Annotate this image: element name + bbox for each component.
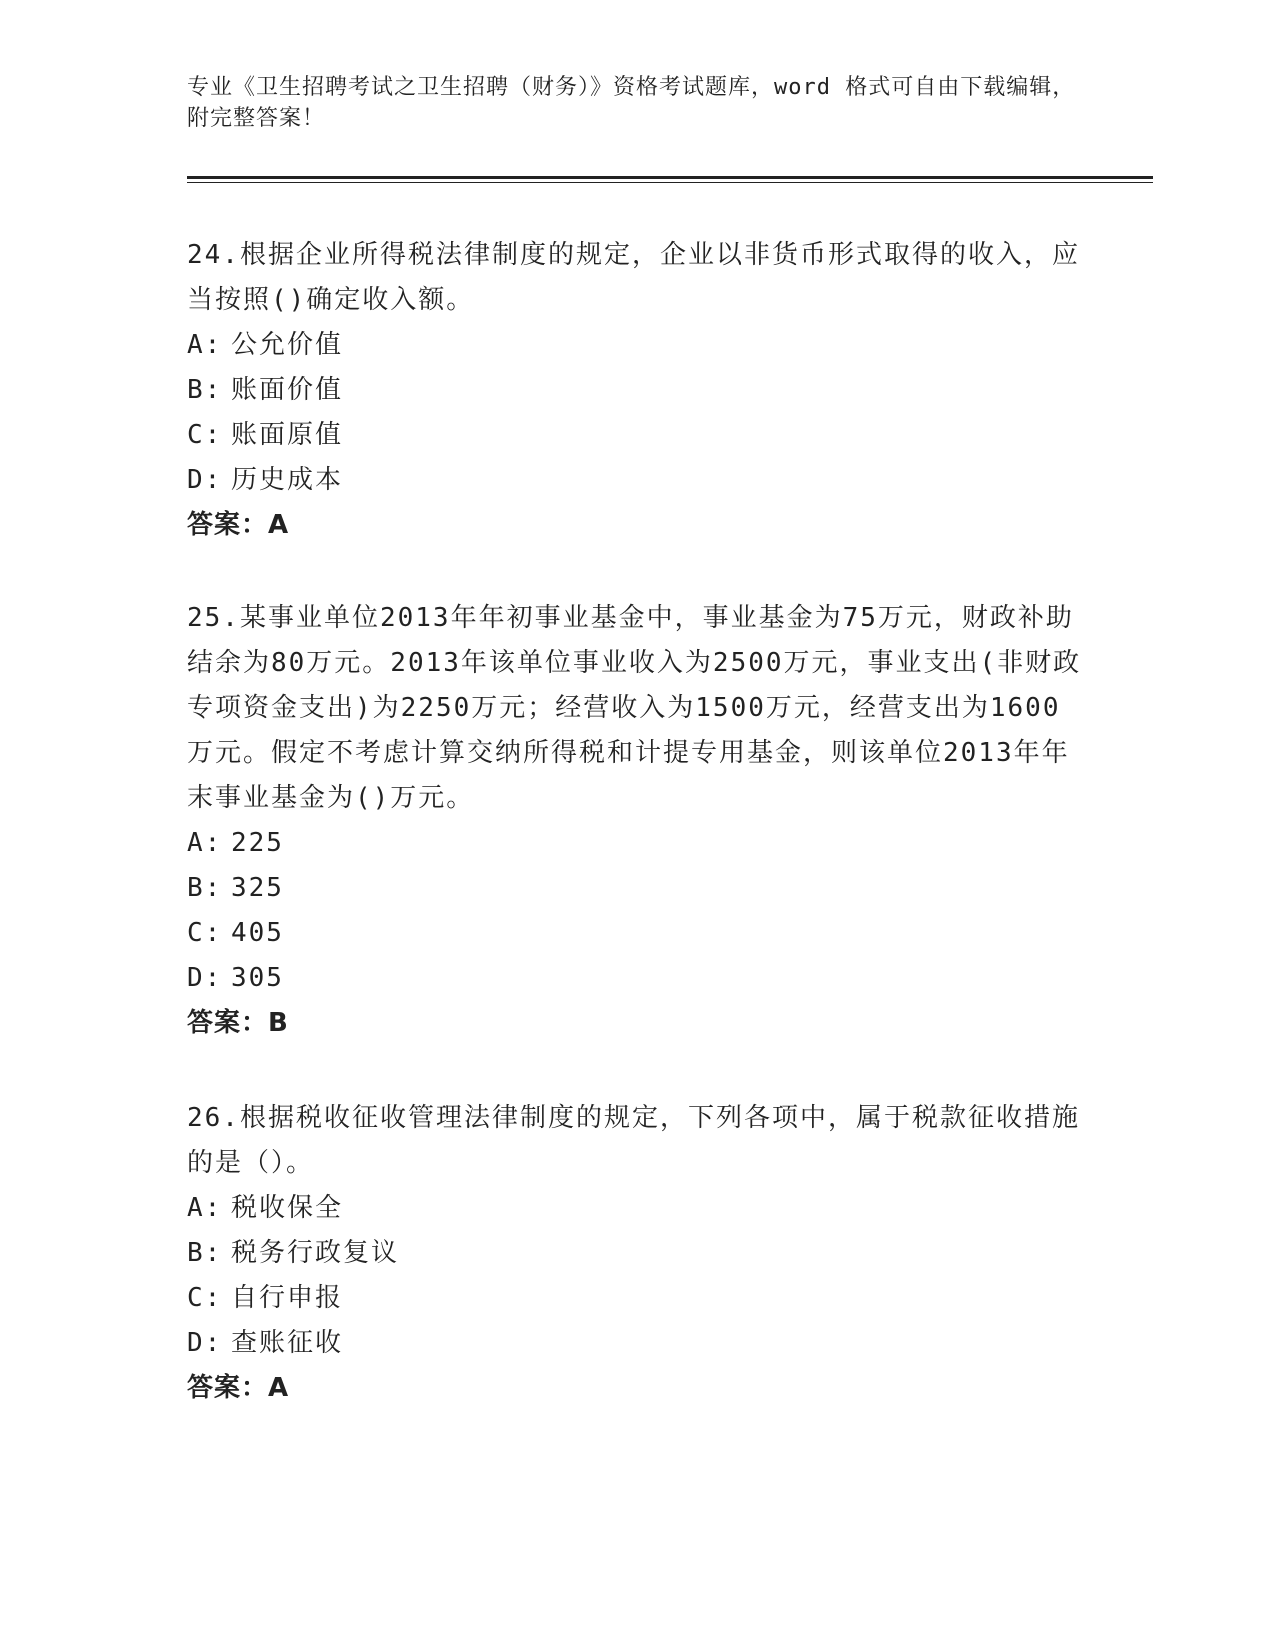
option-letter: B: (187, 873, 223, 903)
header-divider-thin (187, 182, 1153, 183)
option-letter: A: (187, 330, 223, 360)
option-letter: B: (187, 1238, 223, 1268)
option-text: 225 (231, 828, 284, 858)
option-text: 325 (231, 873, 284, 903)
option-text: 查账征收 (231, 1328, 344, 1358)
option-text: 历史成本 (231, 465, 344, 495)
question-24 (187, 233, 1087, 548)
option-letter: D: (187, 465, 223, 495)
option-text: 公允价值 (231, 330, 344, 360)
option-letter: C: (187, 420, 223, 450)
answer-line: 答案：A (187, 1373, 290, 1403)
option-letter: C: (187, 1283, 223, 1313)
option-a (187, 1186, 1087, 1231)
question-stem: 24.根据企业所得税法律制度的规定，企业以非货币形式取得的收入，应当按照()确定收入额。 (187, 240, 1080, 315)
option-text: 税务行政复议 (231, 1238, 400, 1268)
option-letter: D: (187, 963, 223, 993)
header-divider-thick (187, 176, 1153, 179)
option-a (187, 323, 1087, 368)
option-d (187, 458, 1087, 503)
question-26 (187, 1096, 1087, 1411)
option-letter: D: (187, 1328, 223, 1358)
option-text: 405 (231, 918, 284, 948)
question-25 (187, 596, 1087, 1046)
option-b (187, 1231, 1087, 1276)
option-c (187, 413, 1087, 458)
option-a (187, 821, 1087, 866)
option-text: 账面原值 (231, 420, 344, 450)
option-text: 税收保全 (231, 1193, 344, 1223)
option-letter: C: (187, 918, 223, 948)
option-text: 自行申报 (231, 1283, 344, 1313)
option-d (187, 1321, 1087, 1366)
option-letter: A: (187, 1193, 223, 1223)
answer-line: 答案：B (187, 1008, 289, 1038)
option-b (187, 866, 1087, 911)
question-stem: 25.某事业单位2013年年初事业基金中，事业基金为75万元，财政补助结余为80万元。2013年该单位事业收入为2500万元，事业支出(非财政专项资金支出)为2250万元；经营收入为1500万元，经营支出为1600万元。假定不考虑计算交纳所得税和计提专用基金，则该单位2013年年末事业基金为()万元。 (187, 603, 1082, 813)
option-c (187, 911, 1087, 956)
option-c (187, 1276, 1087, 1321)
answer-line: 答案：A (187, 510, 290, 540)
option-d (187, 956, 1087, 1001)
option-text: 305 (231, 963, 284, 993)
document-header-intro: 专业《卫生招聘考试之卫生招聘（财务）》资格考试题库，word 格式可自由下载编辑，附完整答案！ (187, 75, 1076, 131)
option-b (187, 368, 1087, 413)
option-letter: A: (187, 828, 223, 858)
question-stem: 26.根据税收征收管理法律制度的规定，下列各项中，属于税款征收措施的是（）。 (187, 1103, 1080, 1178)
option-text: 账面价值 (231, 375, 344, 405)
option-letter: B: (187, 375, 223, 405)
